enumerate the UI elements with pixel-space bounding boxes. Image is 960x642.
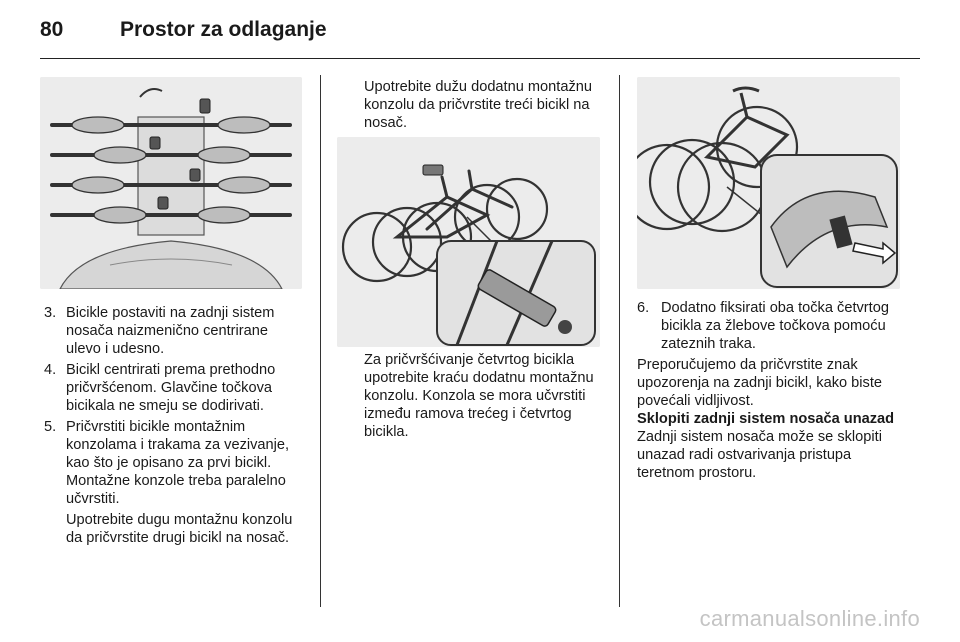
step-text: Bicikle postaviti na zadnji sistem nosača naizmenično centrirane ulevo i udesno. [66, 305, 275, 357]
column-2-top-text [364, 78, 604, 132]
watermark: carmanualsonline.info [699, 606, 920, 631]
header-divider [40, 58, 920, 59]
column-3-text [637, 299, 905, 482]
page-header [40, 18, 920, 48]
illustration-bikes-top-view [40, 77, 302, 289]
steps-list [44, 304, 302, 508]
step-5 [44, 418, 302, 508]
column-1-text [44, 304, 302, 547]
illustration-bikes-strap-closeup [637, 77, 900, 289]
step-6 [637, 299, 905, 353]
illustration-bikes-bracket-closeup [337, 137, 600, 347]
page-number: 80 [40, 18, 64, 41]
paragraph-fold-carrier: Zadnji sistem nosača može se sklopiti unazad radi ostvarivanja pristupa teretnom prostoru. [637, 429, 882, 481]
step-3 [44, 304, 302, 358]
step-number: 6. [637, 300, 650, 316]
step-number: 5. [44, 419, 57, 435]
step-text: Dodatno fiksirati oba točka četvrtog bicikla za žlebove točkova pomoću zateznih traka. [661, 300, 889, 352]
step-text: Pričvrstiti bicikle montažnim konzolama i trakama za vezivanje, kao što je opisano za prvi bicikl. Montažne konzole treba paralelno učvrstiti. [66, 419, 290, 507]
paragraph-fourth-bike: Za pričvršćivanje četvrtog bicikla upotrebite kraću dodatnu montažnu konzolu. Konzola se mora učvrstiti između ramova trećeg i četvrtog bicikla. [364, 352, 594, 440]
column-divider-left [320, 75, 321, 607]
column-divider-right [619, 75, 620, 607]
step-number: 4. [44, 362, 57, 378]
section-heading-fold-carrier: Sklopiti zadnji sistem nosača unazad [637, 411, 895, 427]
column-2-bottom-text [364, 351, 604, 441]
step-5-note: Upotrebite dugu montažnu konzolu da pričvrstite drugi bicikl na nosač. [66, 512, 293, 546]
step-4 [44, 361, 302, 415]
paragraph-third-bike: Upotrebite dužu dodatnu montažnu konzolu da pričvrstite treći bicikl na nosač. [364, 79, 592, 131]
step-number: 3. [44, 305, 57, 321]
step-text: Bicikl centrirati prema prethodno pričvršćenom. Glavčine točkova bicikala ne smeju se dodirivati. [66, 362, 276, 414]
page-title: Prostor za odlaganje [120, 18, 327, 41]
steps-list-continued [637, 299, 905, 353]
paragraph-warning-sign: Preporučujemo da pričvrstite znak upozorenja na zadnji bicikl, kako biste povećali vidljivost. [637, 357, 882, 409]
